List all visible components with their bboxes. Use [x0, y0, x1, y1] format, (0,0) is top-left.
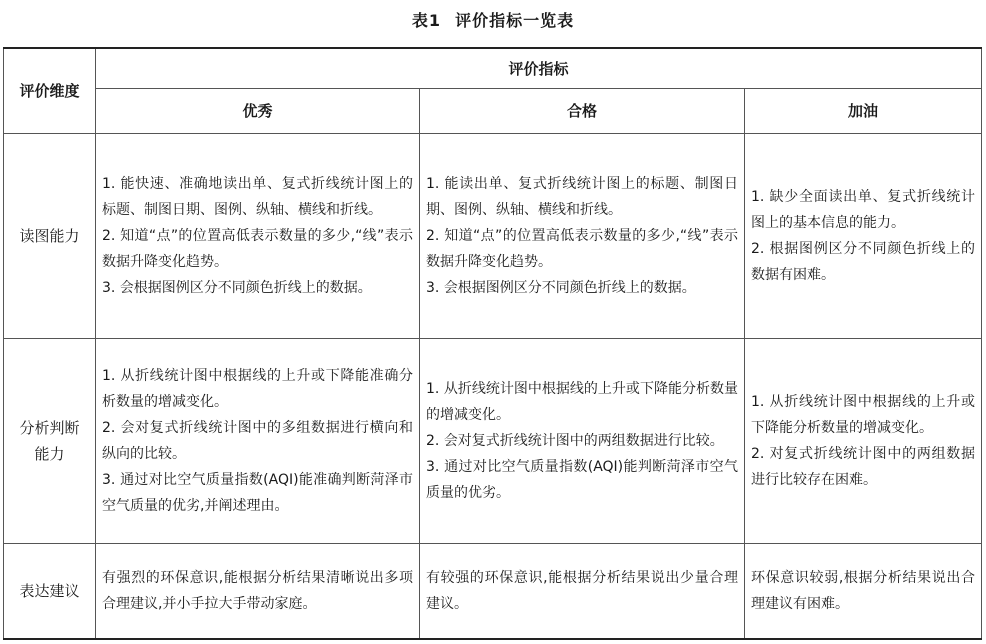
criteria-item: 2. 对复式折线统计图中的两组数据进行比较存在困难。: [751, 445, 976, 488]
dimension-cell: 读图能力: [4, 133, 96, 338]
criteria-cell: [745, 543, 982, 639]
criteria-item: 1. 能快速、准确地读出单、复式折线统计图上的标题、制图日期、图例、纵轴、横线和折线。: [102, 175, 413, 218]
criteria-cell: [96, 133, 420, 338]
criteria-item: 1. 从折线统计图中根据线的上升或下降能分析数量的增减变化。: [426, 380, 738, 423]
criteria-cell: [96, 338, 420, 543]
dimension-label: 分析判断能力: [19, 418, 80, 463]
criteria-cell: [420, 133, 745, 338]
criteria-item: 3. 会根据图例区分不同颜色折线上的数据。: [102, 279, 372, 296]
indicator-header: 评价指标: [96, 48, 982, 88]
level-header-improve: 加油: [745, 88, 982, 133]
criteria-item: 2. 知道“点”的位置高低表示数量的多少,“线”表示数据升降变化趋势。: [102, 227, 413, 270]
level-header-pass: 合格: [420, 88, 745, 133]
criteria-item: 1. 从折线统计图中根据线的上升或下降能准确分析数量的增减变化。: [102, 367, 413, 410]
header-row-2: [4, 88, 982, 133]
criteria-item: 1. 从折线统计图中根据线的上升或下降能分析数量的增减变化。: [751, 393, 976, 436]
criteria-cell: [420, 543, 745, 639]
table-row: [4, 338, 982, 543]
evaluation-table: [3, 47, 982, 640]
dimension-cell: [4, 338, 96, 543]
level-header-excellent: 优秀: [96, 88, 420, 133]
criteria-item: 2. 会对复式折线统计图中的两组数据进行比较。: [426, 432, 724, 449]
table-number: 表1: [411, 11, 442, 30]
table-title: 评价指标一览表: [455, 11, 575, 30]
criteria-item: 3. 通过对比空气质量指数(AQI)能判断菏泽市空气质量的优劣。: [426, 458, 738, 501]
criteria-item: 有较强的环保意识,能根据分析结果说出少量合理建议。: [426, 569, 738, 612]
dimension-header: 评价维度: [4, 48, 96, 133]
criteria-item: 2. 知道“点”的位置高低表示数量的多少,“线”表示数据升降变化趋势。: [426, 227, 738, 270]
dimension-cell: 表达建议: [4, 543, 96, 639]
criteria-cell: [745, 338, 982, 543]
criteria-item: 1. 能读出单、复式折线统计图上的标题、制图日期、图例、纵轴、横线和折线。: [426, 175, 738, 218]
criteria-item: 2. 会对复式折线统计图中的多组数据进行横向和纵向的比较。: [102, 419, 413, 462]
table-row: [4, 543, 982, 639]
criteria-cell: [420, 338, 745, 543]
criteria-item: 3. 会根据图例区分不同颜色折线上的数据。: [426, 279, 696, 296]
criteria-item: 2. 根据图例区分不同颜色折线上的数据有困难。: [751, 240, 976, 283]
criteria-item: 有强烈的环保意识,能根据分析结果清晰说出多项合理建议,并小手拉大手带动家庭。: [102, 569, 413, 612]
table-row: [4, 133, 982, 338]
table-caption: [0, 8, 986, 34]
criteria-item: 环保意识较弱,根据分析结果说出合理建议有困难。: [751, 569, 976, 612]
criteria-cell: [96, 543, 420, 639]
criteria-item: 1. 缺少全面读出单、复式折线统计图上的基本信息的能力。: [751, 188, 976, 231]
criteria-item: 3. 通过对比空气质量指数(AQI)能准确判断菏泽市空气质量的优劣,并阐述理由。: [102, 471, 413, 514]
criteria-cell: [745, 133, 982, 338]
header-row-1: [4, 48, 982, 88]
